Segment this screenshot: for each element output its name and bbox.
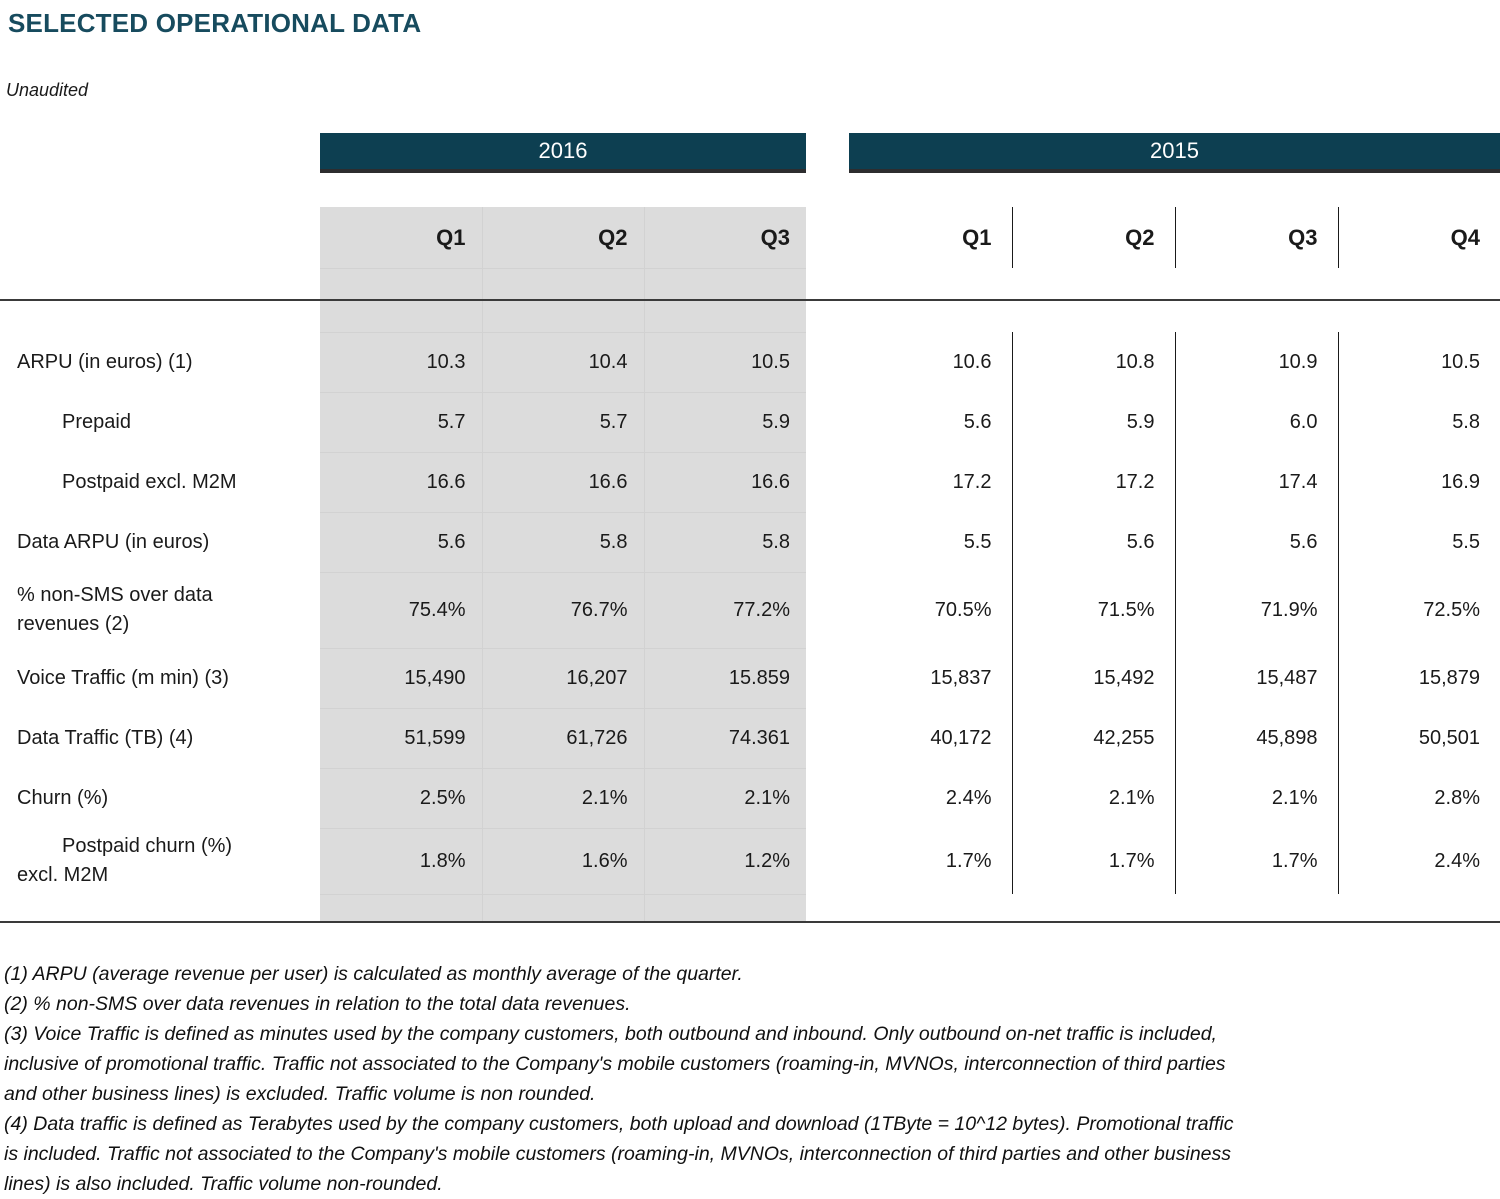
year-header-2015: 2015	[849, 133, 1500, 173]
operational-data-table	[0, 207, 1500, 923]
value-cell: 10.5	[1338, 332, 1500, 392]
table-row-data-arpu	[0, 512, 1500, 572]
header-2016-q3: Q3	[644, 207, 806, 268]
spacer-cell	[482, 894, 644, 922]
row-label: Postpaid churn (%) excl. M2M	[17, 835, 233, 886]
spacer-row	[0, 894, 1500, 922]
spacer-cell	[806, 300, 849, 332]
value-cell: 71.5%	[1012, 572, 1175, 648]
value-cell: 16.6	[482, 452, 644, 512]
row-label: Data Traffic (TB) (4)	[17, 726, 194, 749]
gap-cell	[806, 332, 849, 392]
value-cell: 5.9	[1012, 392, 1175, 452]
row-label: ARPU (in euros) (1)	[17, 350, 193, 373]
header-2015-q3: Q3	[1175, 207, 1338, 268]
value-cell: 1.7%	[1012, 828, 1175, 894]
gap-cell	[806, 512, 849, 572]
spacer-cell	[1175, 268, 1338, 300]
value-cell: 70.5%	[934, 598, 992, 621]
row-label: Postpaid excl. M2M	[62, 470, 237, 493]
value-cell: 5.7	[482, 392, 644, 452]
value-cell: 74.361	[644, 708, 806, 768]
value-cell: 77.2%	[644, 572, 806, 648]
spacer-cell	[0, 268, 320, 300]
value-cell: 51,599	[320, 708, 482, 768]
value-cell: 5.6	[320, 512, 482, 572]
gap-cell	[806, 392, 849, 452]
spacer-cell	[0, 207, 320, 268]
spacer-cell	[1338, 894, 1500, 922]
spacer-row	[0, 300, 1500, 332]
row-label: Data ARPU (in euros)	[17, 530, 210, 553]
spacer-cell	[1338, 300, 1500, 332]
value-cell: 5.5	[963, 530, 992, 553]
table-row-voice-traffic	[0, 648, 1500, 708]
gap-cell	[806, 207, 849, 268]
value-cell: 1.8%	[320, 828, 482, 894]
footnotes	[4, 959, 1244, 1199]
value-cell: 71.9%	[1175, 572, 1338, 648]
table-row-churn	[0, 768, 1500, 828]
spacer-cell	[320, 894, 482, 922]
value-cell: 45,898	[1175, 708, 1338, 768]
value-cell: 15,487	[1175, 648, 1338, 708]
value-cell: 5.8	[482, 512, 644, 572]
gap-cell	[806, 648, 849, 708]
value-cell: 16,207	[482, 648, 644, 708]
spacer-cell	[806, 894, 849, 922]
value-cell: 5.6	[963, 410, 992, 433]
value-cell: 10.4	[482, 332, 644, 392]
year-header-row	[0, 133, 1500, 173]
header-2015-q2: Q2	[1012, 207, 1175, 268]
spacer-cell	[806, 268, 849, 300]
row-label: % non-SMS over data revenues (2)	[17, 584, 213, 635]
value-cell: 5.9	[644, 392, 806, 452]
value-cell: 5.6	[1012, 512, 1175, 572]
table-row-arpu	[0, 332, 1500, 392]
value-cell: 15.859	[644, 648, 806, 708]
value-cell: 75.4%	[320, 572, 482, 648]
spacer-cell	[320, 300, 482, 332]
value-cell: 2.1%	[482, 768, 644, 828]
year-header-gap	[806, 133, 849, 173]
footnote-2: (2) % non-SMS over data revenues in relation to the total data revenues.	[4, 993, 631, 1015]
value-cell: 6.0	[1175, 392, 1338, 452]
table-row-postpaid	[0, 452, 1500, 512]
spacer-cell	[0, 894, 320, 922]
row-label: Churn (%)	[17, 786, 109, 809]
spacer-cell	[1012, 268, 1175, 300]
value-cell: 61,726	[482, 708, 644, 768]
value-cell: 10.9	[1175, 332, 1338, 392]
value-cell: 16.9	[1338, 452, 1500, 512]
value-cell: 76.7%	[482, 572, 644, 648]
footnote-1: (1) ARPU (average revenue per user) is calculated as monthly average of the quarter.	[4, 963, 743, 985]
value-cell: 2.4%	[945, 786, 992, 809]
value-cell: 5.7	[320, 392, 482, 452]
value-cell: 15,837	[930, 666, 992, 689]
spacer-cell	[320, 268, 482, 300]
value-cell: 1.7%	[945, 849, 992, 872]
gap-cell	[806, 452, 849, 512]
value-cell: 72.5%	[1338, 572, 1500, 648]
spacer-cell	[1175, 300, 1338, 332]
value-cell: 5.5	[1338, 512, 1500, 572]
value-cell: 10.8	[1012, 332, 1175, 392]
header-2015-q4: Q4	[1338, 207, 1500, 268]
spacer-row	[0, 268, 1500, 300]
spacer-cell	[482, 300, 644, 332]
spacer-cell	[1338, 268, 1500, 300]
spacer-cell	[849, 268, 1012, 300]
value-cell: 5.8	[1338, 392, 1500, 452]
value-cell: 10.3	[320, 332, 482, 392]
value-cell: 2.8%	[1338, 768, 1500, 828]
value-cell: 40,172	[930, 726, 992, 749]
spacer-cell	[482, 268, 644, 300]
spacer-cell	[849, 300, 1012, 332]
value-cell: 5.8	[644, 512, 806, 572]
row-label: Voice Traffic (m min) (3)	[17, 666, 229, 689]
spacer-cell	[1012, 894, 1175, 922]
spacer-cell	[644, 300, 806, 332]
value-cell: 17.2	[952, 470, 992, 493]
value-cell: 42,255	[1012, 708, 1175, 768]
value-cell: 1.2%	[644, 828, 806, 894]
value-cell: 10.5	[644, 332, 806, 392]
header-2016-q1: Q1	[320, 207, 482, 268]
gap-cell	[806, 768, 849, 828]
table-row-data-traffic	[0, 708, 1500, 768]
value-cell: 10.6	[952, 350, 992, 373]
report-page	[0, 8, 1500, 1195]
spacer-cell	[644, 268, 806, 300]
unaudited-note: Unaudited	[6, 80, 89, 100]
footnote-4: (4) Data traffic is defined as Terabytes used by the company customers, both upload and download (1TByte = 10^12 bytes). Promotional traffic is included. Traffic not associated to the Company's mobile customers (roaming-in, MVNOs, interconnection of third parties and other business lines) is also included. Traffic volume non-rounded.	[4, 1113, 1234, 1195]
year-header-2016: 2016	[320, 133, 806, 173]
value-cell: 2.4%	[1338, 828, 1500, 894]
spacer-cell	[644, 894, 806, 922]
header-2016-q2: Q2	[482, 207, 644, 268]
value-cell: 2.1%	[1175, 768, 1338, 828]
row-label: Prepaid	[62, 410, 131, 433]
value-cell: 17.2	[1012, 452, 1175, 512]
value-cell: 15,490	[320, 648, 482, 708]
gap-cell	[806, 572, 849, 648]
gap-cell	[806, 828, 849, 894]
year-header-spacer	[0, 133, 320, 173]
value-cell: 15,492	[1012, 648, 1175, 708]
page-title: SELECTED OPERATIONAL DATA	[8, 8, 422, 38]
value-cell: 15,879	[1338, 648, 1500, 708]
table-row-prepaid	[0, 392, 1500, 452]
value-cell: 2.5%	[320, 768, 482, 828]
spacer-cell	[849, 894, 1012, 922]
table-row-postpaid-churn	[0, 828, 1500, 894]
header-2015-q1: Q1	[962, 225, 992, 250]
value-cell: 16.6	[644, 452, 806, 512]
value-cell: 16.6	[320, 452, 482, 512]
spacer-cell	[1012, 300, 1175, 332]
value-cell: 1.6%	[482, 828, 644, 894]
value-cell: 5.6	[1175, 512, 1338, 572]
gap-cell	[806, 708, 849, 768]
value-cell: 2.1%	[644, 768, 806, 828]
value-cell: 17.4	[1175, 452, 1338, 512]
value-cell: 1.7%	[1175, 828, 1338, 894]
value-cell: 50,501	[1338, 708, 1500, 768]
spacer-cell	[0, 300, 320, 332]
spacer-cell	[1175, 894, 1338, 922]
quarter-header-row	[0, 207, 1500, 268]
footnote-3: (3) Voice Traffic is defined as minutes used by the company customers, both outbound and inbound. Only outbound on-net traffic is included, inclusive of promotional traffic. Traffic not associated to the Company's mobile customers (roaming-in, MVNOs, interconnection of third parties and other business lines) is excluded. Traffic volume is non rounded.	[4, 1023, 1226, 1105]
table-row-non-sms	[0, 572, 1500, 648]
value-cell: 2.1%	[1012, 768, 1175, 828]
